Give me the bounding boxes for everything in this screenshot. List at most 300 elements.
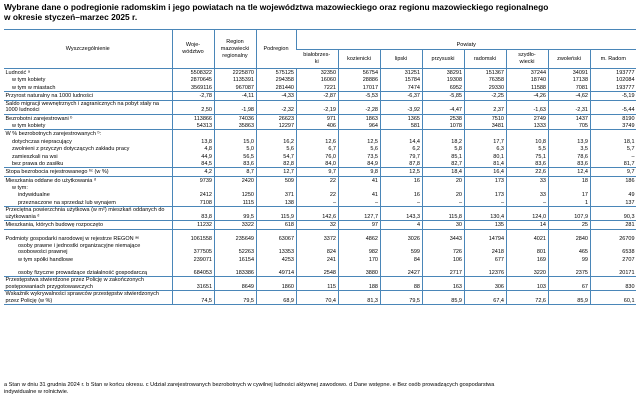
table-cell: 29330 (464, 84, 506, 92)
table-cell: 3372 (296, 229, 338, 243)
header-spec: Wyszczególnienie (4, 30, 172, 69)
table-cell: 76358 (464, 76, 506, 83)
table-cell: – (464, 199, 506, 207)
table-cell (464, 184, 506, 191)
table-cell: 113866 (172, 114, 214, 122)
header-powiaty: Powiaty (296, 30, 636, 50)
table-cell: 60,1 (590, 291, 636, 305)
table-cell: 2840 (548, 229, 590, 243)
row-label: Mieszkania oddane do użytkowania ᵈ (4, 176, 172, 184)
table-cell: 16 (380, 191, 422, 198)
table-cell: 169 (506, 256, 548, 263)
table-cell: 377505 (172, 243, 214, 256)
table-cell (548, 130, 590, 138)
table-cell: 3481 (464, 122, 506, 130)
table-cell: 509 (256, 176, 296, 184)
row-label: w tym: (12, 185, 28, 192)
table-cell (380, 184, 422, 191)
table-cell: 137 (590, 199, 636, 207)
table-cell: 3880 (338, 263, 380, 277)
table-cell: – (422, 199, 464, 207)
table-cell: 70,4 (296, 291, 338, 305)
row-label: Podmioty gospodarki narodowej w rejestrze REGON ᵃᵉ (4, 229, 172, 243)
table-cell: 35863 (214, 122, 256, 130)
table-cell: 67,4 (464, 291, 506, 305)
row-label: bez prawa do zasiłku (12, 160, 64, 167)
row-label: Mieszkania, których budowę rozpoczęto (4, 221, 172, 229)
table-cell: 1078 (422, 122, 464, 130)
table-cell: 371 (256, 191, 296, 198)
table-cell: 13,8 (172, 138, 214, 145)
header-county: szydło- wiecki (506, 50, 548, 69)
table-cell: 3220 (506, 263, 548, 277)
table-row (4, 168, 636, 176)
table-cell: 1365 (380, 114, 422, 122)
table-cell: 16,2 (256, 138, 296, 145)
table-cell: -2,87 (296, 92, 338, 100)
table-cell: 85,9 (422, 291, 464, 305)
header-voivodeship: Woje- wództwo (172, 30, 214, 69)
table-cell: 294358 (256, 76, 296, 83)
row-label: Wskaźnik wykrywalności sprawców przestępstw stwierdzonych przez Policję (w %) (4, 291, 172, 305)
table-cell: – (338, 199, 380, 207)
table-cell: 10,8 (506, 138, 548, 145)
table-cell: -5,53 (338, 92, 380, 100)
table-cell: 7081 (548, 84, 590, 92)
title-line-1: Wybrane dane o podregionie radomskim i jego powiatach na tle województwa mazowieckiego oraz regionu mazowieckiego regionalnego (4, 2, 549, 12)
table-cell: -4,47 (422, 100, 464, 114)
table-cell (214, 184, 256, 191)
header-subregion: Podregion (256, 30, 296, 69)
table-cell: 74,5 (172, 291, 214, 305)
row-label: Przyrost naturalny na 1000 ludności (4, 92, 172, 100)
table-cell: 4862 (338, 229, 380, 243)
footnote-line-2: indywidualne w rolnictwie. (4, 389, 69, 395)
table-cell: 20171 (590, 263, 636, 277)
table-row (4, 207, 636, 221)
table-cell: 705 (548, 122, 590, 130)
table-cell: – (296, 199, 338, 207)
table-cell: 677 (464, 256, 506, 263)
table-cell (422, 184, 464, 191)
table-cell: 4 (380, 221, 422, 229)
table-cell: 44,9 (172, 153, 214, 160)
table-cell: -1,98 (214, 100, 256, 114)
table-cell: 41 (338, 176, 380, 184)
table-cell: 17,7 (464, 138, 506, 145)
table-cell (296, 130, 338, 138)
table-cell: 726 (422, 243, 464, 256)
table-cell: 1250 (214, 191, 256, 198)
table-cell: 15784 (380, 76, 422, 83)
table-cell: 982 (338, 243, 380, 256)
row-label: osoby prawne i jednostki organizacyjne niemające osobowości prawnej (18, 242, 141, 256)
table-row (4, 145, 636, 152)
table-cell: 85,1 (422, 153, 464, 160)
table-cell: 16,4 (464, 168, 506, 176)
table-cell: 2717 (422, 263, 464, 277)
table-cell: -4,62 (548, 92, 590, 100)
table-cell: 1860 (256, 277, 296, 291)
row-label: w tym kobiety (12, 122, 46, 129)
header-county: m. Radom (590, 50, 636, 69)
table-cell: 1115 (214, 199, 256, 207)
table-cell: 967087 (214, 84, 256, 92)
table-cell (506, 184, 548, 191)
table-cell: 4,2 (172, 168, 214, 176)
row-label: Ludność ᵃ (4, 69, 172, 77)
table-cell: 235649 (214, 229, 256, 243)
table-cell: 14,4 (380, 138, 422, 145)
table-cell: 76,0 (296, 153, 338, 160)
table-cell: 1333 (506, 122, 548, 130)
table-cell: -5,19 (590, 92, 636, 100)
table-cell: 72,6 (506, 291, 548, 305)
table-row (4, 114, 636, 122)
table-cell: 17 (548, 191, 590, 198)
table-cell: -4,11 (214, 92, 256, 100)
table-cell: 84,5 (172, 160, 214, 168)
table-cell: -5,85 (422, 92, 464, 100)
table-cell: 12,7 (256, 168, 296, 176)
table-cell: 5,6 (338, 145, 380, 152)
table-row (4, 184, 636, 191)
table-cell: 17138 (548, 76, 590, 83)
table-cell: 1437 (548, 114, 590, 122)
table-cell: 15,0 (214, 138, 256, 145)
table-cell: 6,7 (296, 145, 338, 152)
table-cell: 2,50 (172, 100, 214, 114)
table-cell: 84,9 (338, 160, 380, 168)
table-cell: 115,9 (256, 207, 296, 221)
data-table (4, 29, 636, 305)
table-cell: 1863 (338, 114, 380, 122)
table-row (4, 130, 636, 138)
table-cell: 16060 (296, 76, 338, 83)
row-label: indywidualne (18, 192, 50, 199)
table-cell: 124,0 (506, 207, 548, 221)
table-row (4, 69, 636, 77)
table-cell: 7221 (296, 84, 338, 92)
table-cell: -2,19 (296, 100, 338, 114)
table-cell: 49714 (256, 263, 296, 277)
table-cell (296, 184, 338, 191)
table-cell: 971 (296, 114, 338, 122)
table-row (4, 76, 636, 83)
table-cell: 14794 (464, 229, 506, 243)
table-cell: 127,7 (338, 207, 380, 221)
table-cell (590, 184, 636, 191)
table-cell: 135 (464, 221, 506, 229)
table-cell: 25 (548, 221, 590, 229)
table-cell: – (590, 153, 636, 160)
header-county: białobrzes- ki (296, 50, 338, 69)
title-line-2: w okresie styczeń–marzec 2025 r. (4, 12, 138, 22)
table-cell: -2,25 (464, 92, 506, 100)
table-cell: 22,6 (506, 168, 548, 176)
table-cell: -2,28 (338, 100, 380, 114)
table-cell: 3749 (590, 122, 636, 130)
table-cell: 84,0 (296, 160, 338, 168)
table-cell: -2,31 (548, 100, 590, 114)
table-cell: 9,7 (590, 168, 636, 176)
row-label: Przeciętna powierzchnia użytkowa (w m²) mieszkań oddanych do użytkowania ᵈ (4, 207, 172, 221)
table-cell: 67 (548, 277, 590, 291)
table-cell: 99,5 (214, 207, 256, 221)
table-cell: 79,5 (214, 291, 256, 305)
table-cell: 11588 (506, 84, 548, 92)
table-cell: 2420 (214, 176, 256, 184)
table-cell: 8649 (214, 277, 256, 291)
row-label: W % bezrobotnych zarejestrowanych ᵇ: (4, 130, 172, 138)
table-cell (464, 130, 506, 138)
table-cell: 78,6 (548, 153, 590, 160)
header-county: przysuski (422, 50, 464, 69)
table-cell: 102084 (590, 76, 636, 83)
header-county: radomski (464, 50, 506, 69)
table-row (4, 243, 636, 256)
table-cell: 5,5 (506, 145, 548, 152)
header-county: zwoleński (548, 50, 590, 69)
table-cell: 19308 (422, 76, 464, 83)
table-cell: 12376 (464, 263, 506, 277)
table-cell: 12,5 (338, 138, 380, 145)
table-cell: 83,8 (172, 207, 214, 221)
table-cell (338, 130, 380, 138)
table-cell: 73,5 (338, 153, 380, 160)
table-cell (548, 184, 590, 191)
table-cell: 3322 (214, 221, 256, 229)
table-row (4, 92, 636, 100)
table-cell: 9,8 (338, 168, 380, 176)
table-cell: -4,26 (506, 92, 548, 100)
table-cell: 26623 (256, 114, 296, 122)
table-cell: 6538 (590, 243, 636, 256)
table-cell: 163 (422, 277, 464, 291)
page-title (4, 2, 636, 22)
table-cell: -4,33 (256, 92, 296, 100)
table-cell: 2225870 (214, 69, 256, 77)
row-label: w tym w miastach (12, 84, 56, 91)
table-cell: 2418 (464, 243, 506, 256)
table-cell: 684053 (172, 263, 214, 277)
table-cell: 63067 (256, 229, 296, 243)
table-cell: 239071 (172, 256, 214, 263)
table-cell: 3,5 (548, 145, 590, 152)
row-label: przeznaczone na sprzedaż lub wynajem (18, 199, 116, 206)
table-cell: 575125 (256, 69, 296, 77)
table-cell: 14 (506, 221, 548, 229)
table-cell: 38291 (422, 69, 464, 77)
table-cell (214, 130, 256, 138)
table-row (4, 84, 636, 92)
table-cell: 183386 (214, 263, 256, 277)
table-cell: 581 (380, 122, 422, 130)
table-cell (172, 130, 214, 138)
table-cell: 32 (296, 221, 338, 229)
table-cell: 31651 (172, 277, 214, 291)
table-cell: 79,7 (380, 153, 422, 160)
table-cell: 173 (464, 176, 506, 184)
row-label: Saldo migracji wewnętrznych i zagranicznych na pobyt stały na 1000 ludności (4, 100, 172, 114)
table-cell: -6,37 (380, 92, 422, 100)
table-row (4, 122, 636, 130)
table-cell: 82,7 (422, 160, 464, 168)
table-cell: 142,6 (296, 207, 338, 221)
table-cell: 56754 (338, 69, 380, 77)
table-cell: 81,3 (338, 291, 380, 305)
table-cell: 143,3 (380, 207, 422, 221)
table-cell: 18,1 (590, 138, 636, 145)
table-cell: 241 (296, 256, 338, 263)
table-cell: 34091 (548, 69, 590, 77)
table-cell: 87,8 (380, 160, 422, 168)
table-cell (338, 184, 380, 191)
table-cell: 79,5 (380, 291, 422, 305)
table-cell: 33 (506, 191, 548, 198)
table-cell (380, 130, 422, 138)
table-cell: 3026 (380, 229, 422, 243)
table-cell: 3443 (422, 229, 464, 243)
table-row (4, 263, 636, 277)
row-label: zwolnieni z przyczyn dotyczących zakładu pracy (12, 146, 130, 153)
table-cell: 188 (338, 277, 380, 291)
table-row (4, 256, 636, 263)
table-cell: – (380, 199, 422, 207)
table-row (4, 191, 636, 198)
table-cell: 56,5 (214, 153, 256, 160)
table-cell: 186 (590, 176, 636, 184)
table-cell: 6,2 (380, 145, 422, 152)
table-cell: 90,3 (590, 207, 636, 221)
table-cell: 18,2 (422, 138, 464, 145)
table-cell: 83,6 (214, 160, 256, 168)
table-row (4, 153, 636, 160)
table-cell: 9,7 (296, 168, 338, 176)
table-cell: 26709 (590, 229, 636, 243)
table-cell: 11232 (172, 221, 214, 229)
table-cell: 41 (338, 191, 380, 198)
table-cell: 33 (506, 176, 548, 184)
table-cell: 103 (506, 277, 548, 291)
header-county: lipski (380, 50, 422, 69)
table-cell: 18 (548, 176, 590, 184)
table-cell: 85,9 (548, 291, 590, 305)
table-cell: 115,8 (422, 207, 464, 221)
table-cell: 54313 (172, 122, 214, 130)
table-cell: 68,9 (256, 291, 296, 305)
table-cell: 7474 (380, 84, 422, 92)
table-cell (506, 130, 548, 138)
table-cell: 97 (338, 221, 380, 229)
table-cell: 13,9 (548, 138, 590, 145)
footnotes (4, 382, 636, 396)
table-cell: 465 (548, 243, 590, 256)
row-label: Przestępstwa stwierdzone przez Policję w zakończonych postępowaniach przygotowawczych (4, 277, 172, 291)
table-cell: 5,6 (256, 145, 296, 152)
table-row (4, 277, 636, 291)
table-cell: 130,4 (464, 207, 506, 221)
table-cell: 306 (464, 277, 506, 291)
table-cell: 173 (464, 191, 506, 198)
table-cell: -5,44 (590, 100, 636, 114)
table-cell: 54,7 (256, 153, 296, 160)
table-cell: 12,6 (296, 138, 338, 145)
row-label: dotychczas niepracujący (12, 138, 72, 145)
table-row (4, 100, 636, 114)
table-row (4, 199, 636, 207)
table-cell: 2412 (172, 191, 214, 198)
row-label: w tym kobiety (12, 77, 46, 84)
table-cell (422, 130, 464, 138)
table-cell: 12,5 (380, 168, 422, 176)
table-cell: 20 (422, 191, 464, 198)
table-cell: 281 (590, 221, 636, 229)
table-cell: 170 (338, 256, 380, 263)
table-cell: 32350 (296, 69, 338, 77)
table-cell: 107,9 (548, 207, 590, 221)
table-cell: 2707 (590, 256, 636, 263)
table-cell: 37244 (506, 69, 548, 77)
table-cell: 28886 (338, 76, 380, 83)
table-cell: 830 (590, 277, 636, 291)
table-cell: 8,7 (214, 168, 256, 176)
table-cell: 9739 (172, 176, 214, 184)
table-cell: 2427 (380, 263, 422, 277)
table-cell: 8190 (590, 114, 636, 122)
table-cell: – (506, 199, 548, 207)
table-row (4, 229, 636, 243)
table-cell: 406 (296, 122, 338, 130)
table-cell: 3569116 (172, 84, 214, 92)
table-cell: 31251 (380, 69, 422, 77)
table-cell: 16 (380, 176, 422, 184)
header-region: Region mazowiecki regionalny (214, 30, 256, 69)
table-cell: 6,3 (464, 145, 506, 152)
table-cell: 138 (256, 199, 296, 207)
table-row (4, 221, 636, 229)
table-cell: 7510 (464, 114, 506, 122)
table-cell: 151367 (464, 69, 506, 77)
table-cell: 4253 (256, 256, 296, 263)
table-cell: 81,4 (464, 160, 506, 168)
table-cell: 22 (296, 176, 338, 184)
table-cell: 2870645 (172, 76, 214, 83)
table-cell: 17017 (338, 84, 380, 92)
footnote-line-1: a Stan w dniu 31 grudnia 2024 r. b Stan w końcu okresu. c Udział zarejestrowanych bezrobotnych w cywilnej ludności aktywnej zawodowo. d Dane wstępne. e Bez osób prowadzących gospodarstwa (4, 382, 495, 388)
table-row (4, 291, 636, 305)
table-cell: 22 (296, 191, 338, 198)
table-cell: 115 (296, 277, 338, 291)
table-cell: 83,6 (506, 160, 548, 168)
row-label: Stopa bezrobocia rejestrowanego ᵇᶜ (w %) (4, 168, 172, 176)
table-cell: 824 (296, 243, 338, 256)
table-row (4, 160, 636, 168)
table-cell: 16154 (214, 256, 256, 263)
table-cell: 80,1 (464, 153, 506, 160)
table-cell: 193777 (590, 69, 636, 77)
table-cell: 4021 (506, 229, 548, 243)
table-cell: 12,4 (548, 168, 590, 176)
table-cell: 84 (380, 256, 422, 263)
table-cell: 6952 (422, 84, 464, 92)
table-cell: 2,37 (464, 100, 506, 114)
table-cell: 2749 (506, 114, 548, 122)
table-row (4, 138, 636, 145)
table-cell: 30 (422, 221, 464, 229)
row-label: w tym spółki handlowe (18, 256, 74, 263)
row-label: osoby fizyczne prowadzące działalność gospodarczą (18, 269, 148, 276)
